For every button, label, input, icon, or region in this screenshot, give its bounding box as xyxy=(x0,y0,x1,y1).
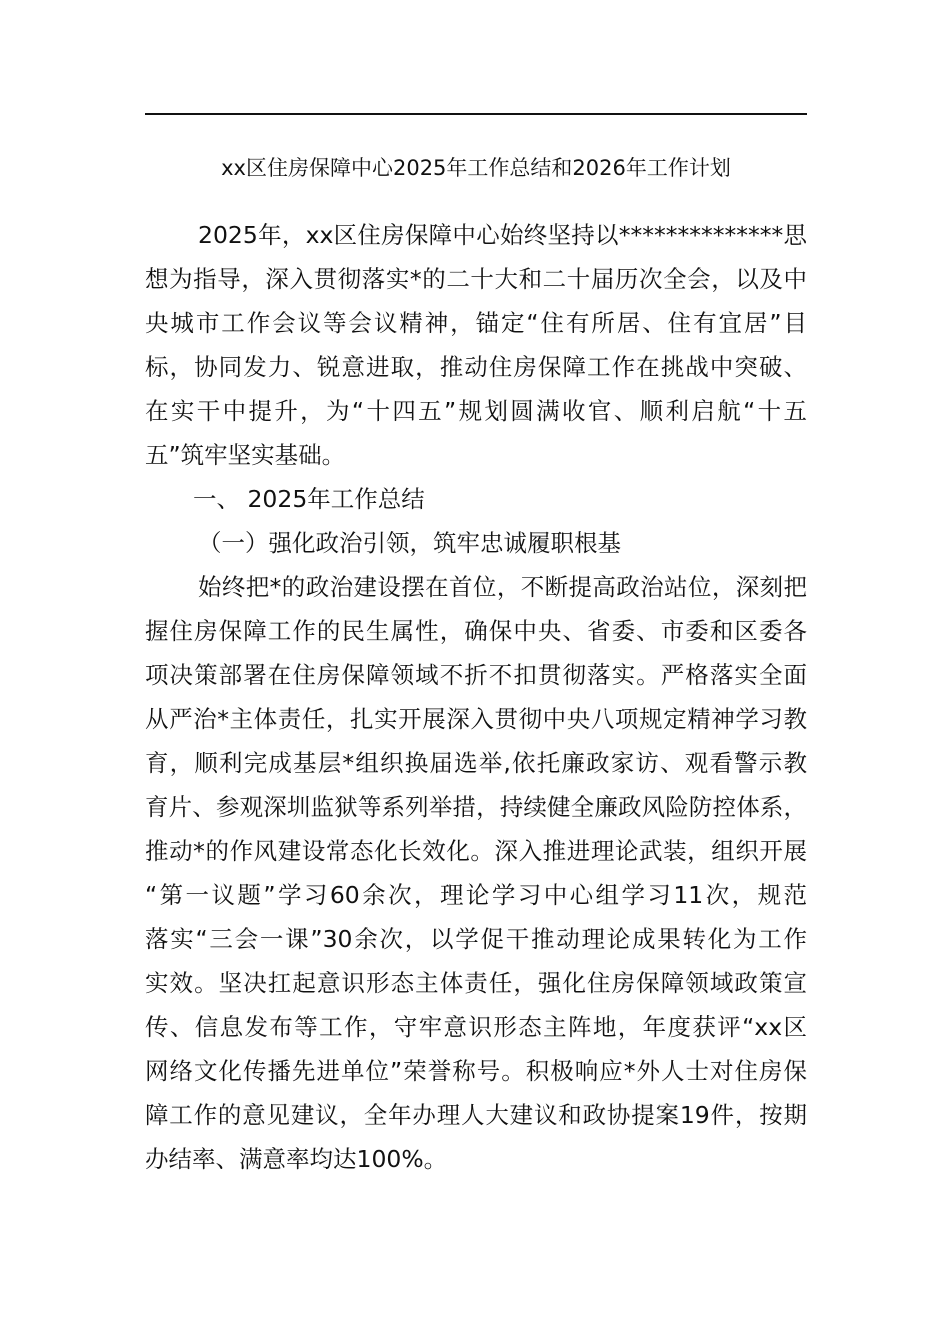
para-1-line-1: 始终把*的政治建设摆在首位，不断提高政治站位，深刻把 xyxy=(198,573,807,601)
para-intro-line-5: 在实干中提升，为“十四五”规划圆满收官、顺利启航“十五 xyxy=(145,397,807,425)
para-1-line-9: 落实“三会一课”30余次，以学促干推动理论成果转化为工作 xyxy=(145,925,807,953)
para-1-line-11: 传、信息发布等工作，守牢意识形态主阵地，年度获评“xx区 xyxy=(145,1013,807,1041)
header-rule xyxy=(145,113,807,115)
para-1-line-13: 障工作的意见建议，全年办理人大建议和政协提案19件，按期 xyxy=(145,1101,807,1129)
document-title: xx区住房保障中心2025年工作总结和2026年工作计划 xyxy=(221,156,731,180)
para-1-line-2: 握住房保障工作的民生属性，确保中央、省委、市委和区委各 xyxy=(145,617,807,645)
para-1-line-4: 从严治*主体责任，扎实开展深入贯彻中央八项规定精神学习教 xyxy=(145,705,807,733)
subsection-heading-1: （一）强化政治引领，筑牢忠诚履职根基 xyxy=(198,529,621,557)
para-1-line-7: 推动*的作风建设常态化长效化。深入推进理论武装，组织开展 xyxy=(145,837,807,865)
para-1-line-6: 育片、参观深圳监狱等系列举措，持续健全廉政风险防控体系， xyxy=(145,793,807,821)
para-1-line-8: “第一议题”学习60余次，理论学习中心组学习11次，规范 xyxy=(145,881,807,909)
para-1-line-3: 项决策部署在住房保障领域不折不扣贯彻落实。严格落实全面 xyxy=(145,661,807,689)
para-intro-line-3: 央城市工作会议等会议精神，锚定“住有所居、住有宜居”目 xyxy=(145,309,807,337)
para-1-line-12: 网络文化传播先进单位”荣誉称号。积极响应*外人士对住房保 xyxy=(145,1057,807,1085)
para-intro-line-4: 标，协同发力、锐意进取，推动住房保障工作在挑战中突破、 xyxy=(145,353,807,381)
para-intro-line-2: 想为指导，深入贯彻落实*的二十大和二十届历次全会，以及中 xyxy=(145,265,807,293)
para-intro-line-6: 五”筑牢坚实基础。 xyxy=(145,441,346,469)
para-1-line-10: 实效。坚决扛起意识形态主体责任，强化住房保障领域政策宣 xyxy=(145,969,807,997)
para-1-line-14: 办结率、满意率均达100%。 xyxy=(145,1145,448,1173)
section-heading-1: 一、 2025年工作总结 xyxy=(193,485,425,513)
para-1-line-5: 育，顺利完成基层*组织换届选举,依托廉政家访、观看警示教 xyxy=(145,749,807,777)
para-intro-line-1: 2025年，xx区住房保障中心始终坚持以**************思 xyxy=(198,221,807,249)
